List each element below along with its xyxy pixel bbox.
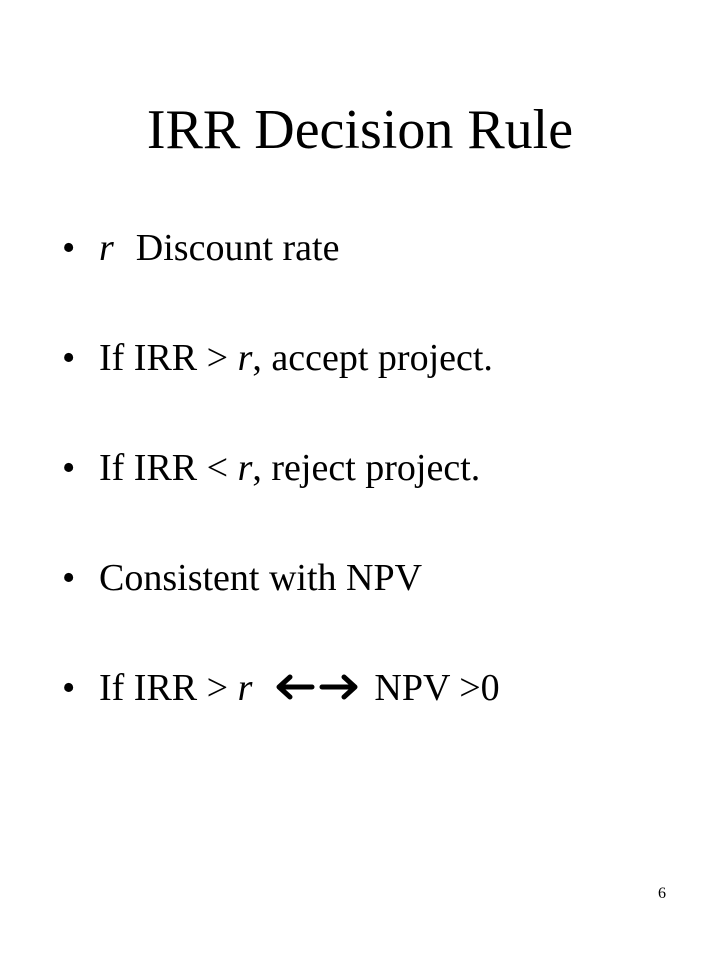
- bullet-accept-rule: [62, 334, 500, 444]
- bullet-text-prefix: If IRR <: [99, 447, 238, 489]
- bullet-text: Discount rate: [135, 227, 340, 269]
- bullet-discount-rate: [62, 224, 500, 334]
- bullet-text-prefix: If IRR >: [99, 667, 238, 709]
- bullet-reject-rule: [62, 444, 500, 554]
- variable-r: r: [237, 447, 253, 489]
- slide-number: 6: [658, 885, 666, 902]
- bullet-text-prefix: If IRR >: [99, 337, 238, 379]
- variable-r: r: [237, 667, 253, 709]
- slide-title: IRR Decision Rule: [146, 99, 574, 161]
- bullet-text: Consistent with NPV: [99, 557, 423, 599]
- bullet-marker: •: [62, 557, 76, 599]
- bullet-text-suffix: NPV >0: [374, 667, 500, 709]
- bullet-text-suffix: , accept project.: [252, 337, 493, 379]
- variable-r: r: [237, 337, 253, 379]
- bullet-equivalence: [62, 664, 500, 774]
- left-right-double-arrow-icon: [274, 664, 360, 712]
- bullet-marker: •: [62, 667, 76, 709]
- variable-r: r: [99, 227, 114, 269]
- bullet-marker: •: [62, 227, 76, 269]
- bullet-marker: •: [62, 337, 76, 379]
- bullet-marker: •: [62, 447, 76, 489]
- bullet-list: [62, 224, 500, 774]
- bullet-consistent-npv: [62, 554, 500, 664]
- bullet-text-suffix: , reject project.: [252, 447, 481, 489]
